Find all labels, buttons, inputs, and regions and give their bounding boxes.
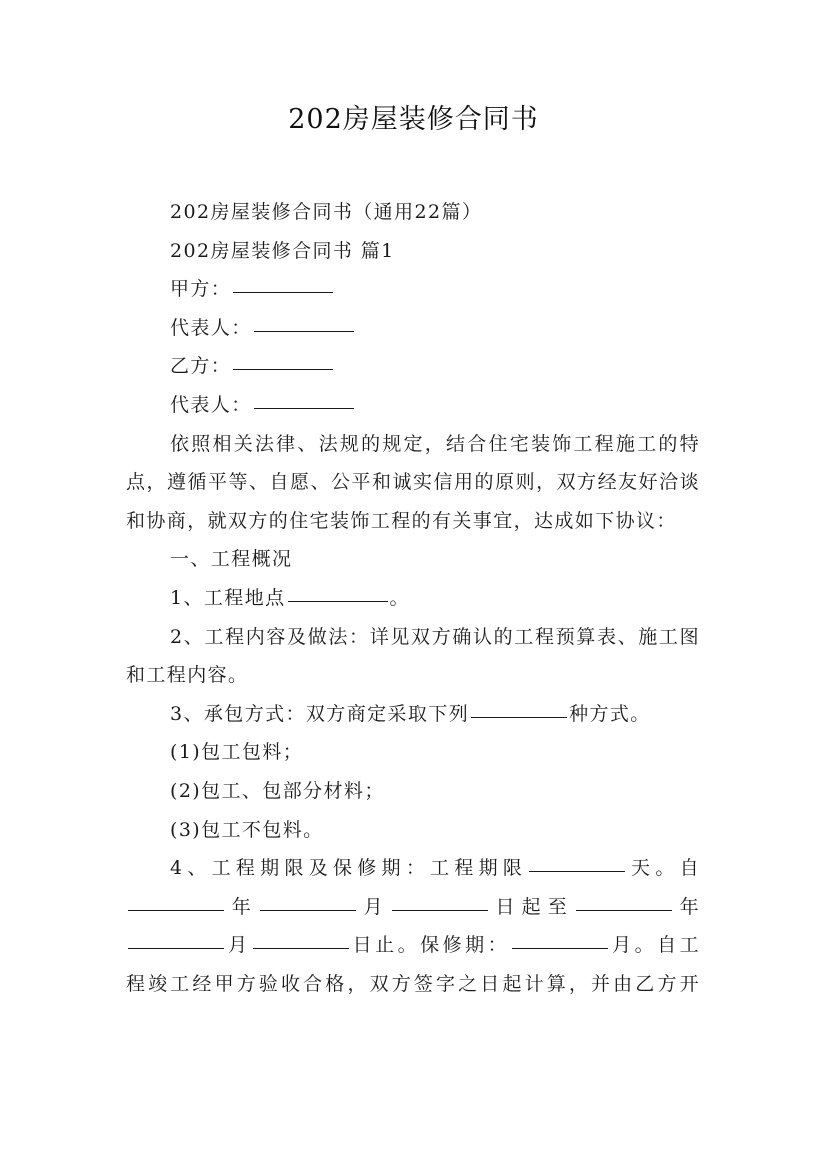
document-title: 202房屋装修合同书: [288, 104, 539, 135]
intro-paragraph: 依照相关法律、法规的规定，结合住宅装饰工程施工的特点，遵循平等、自愿、公平和诚实信用的原则，双方经友好洽谈和协商，就双方的住宅装饰工程的有关事宜，达成如下协议：: [126, 432, 700, 532]
rep-b-label: 代表人：: [170, 393, 252, 416]
item-3-suffix: 种方式。: [569, 702, 651, 725]
item-1-blank: [288, 600, 388, 602]
item-3-line: [126, 695, 700, 734]
rep-a-blank: [254, 330, 354, 332]
item-1-line: [126, 579, 700, 618]
party-a-blank: [233, 291, 333, 293]
item-4-day-label: 天。自: [627, 857, 701, 880]
subtitle-line: 202房屋装修合同书（通用22篇）: [170, 201, 483, 223]
party-b-blank: [233, 368, 333, 370]
end-month-blank: [128, 947, 224, 949]
start-year-blank: [128, 909, 224, 911]
rep-b-line: [126, 386, 700, 425]
item-4-line-1: [126, 849, 700, 888]
start-year-label: 年: [226, 895, 258, 918]
party-a-line: [126, 270, 700, 309]
item-2-paragraph: 2、工程内容及做法：详见双方确认的工程预算表、施工图和工程内容。: [126, 625, 700, 687]
party-b-line: [126, 347, 700, 386]
end-year-blank: [576, 909, 672, 911]
rep-a-label: 代表人：: [170, 316, 252, 339]
option-2-line: (2)包工、包部分材料；: [170, 779, 385, 802]
party-b-label: 乙方：: [170, 355, 232, 378]
item-4-line-4: 程竣工经甲方验收合格，双方签字之日起计算，并由乙方开: [126, 972, 700, 995]
warranty-month-label: 月。自工: [610, 934, 700, 957]
item-3-prefix: 3、承包方式：双方商定采取下列: [170, 702, 470, 725]
end-year-label: 年: [673, 895, 701, 918]
chapter-line: 202房屋装修合同书 篇1: [170, 239, 395, 262]
party-a-label: 甲方：: [170, 278, 232, 301]
section-1-heading: 一、工程概况: [170, 548, 293, 571]
rep-a-line: [126, 309, 700, 348]
item-1-prefix: 1、工程地点: [170, 586, 286, 609]
end-day-label: 日止。保修期：: [350, 934, 511, 957]
option-3-line: (3)包工不包料。: [170, 818, 324, 841]
end-month-label: 月: [226, 934, 251, 957]
item-1-suffix: 。: [389, 586, 410, 609]
item-4-line-2: [126, 888, 700, 927]
warranty-blank: [512, 947, 608, 949]
start-month-label: 月: [357, 895, 390, 918]
item-4-line-3: [126, 926, 700, 965]
document-body: [126, 193, 700, 1003]
item-4-period-blank: [529, 870, 625, 872]
start-day-label: 日起至: [489, 895, 574, 918]
item-3-blank: [471, 716, 567, 718]
rep-b-blank: [254, 407, 354, 409]
end-day-blank: [253, 947, 349, 949]
start-month-blank: [260, 909, 356, 911]
start-day-blank: [392, 909, 488, 911]
item-4-prefix: 4、工程期限及保修期：工程期限: [170, 857, 528, 880]
option-1-line: (1)包工包料；: [170, 741, 304, 764]
